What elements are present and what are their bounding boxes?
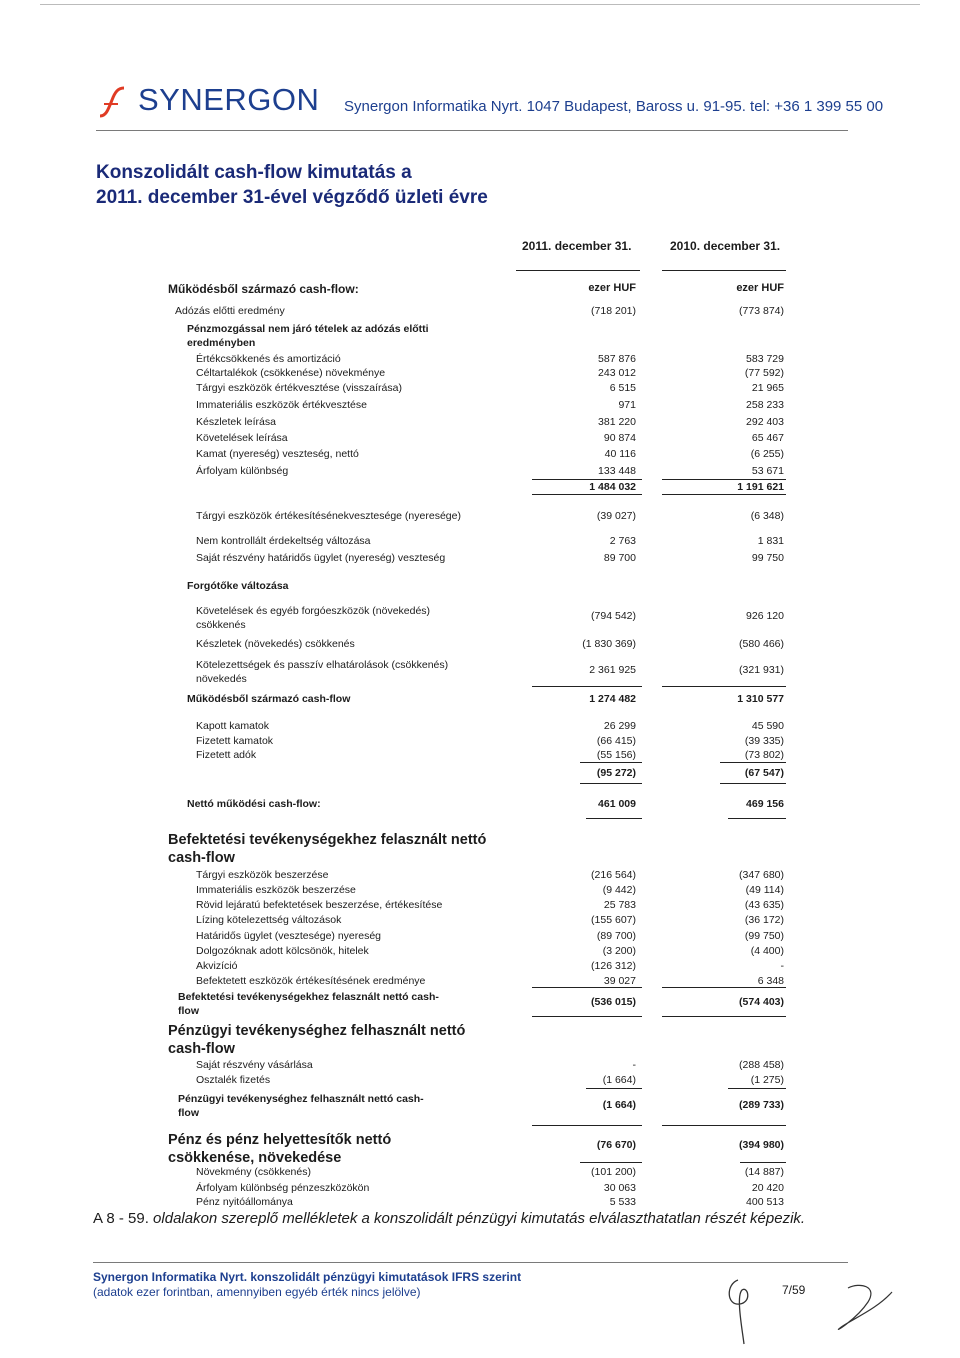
value-2010: 469 156: [746, 798, 784, 810]
footer-divider: [93, 1262, 848, 1263]
value-2010: 53 671: [751, 465, 784, 477]
value-2011: 6 515: [609, 382, 636, 394]
value-2011: (9 442): [602, 884, 636, 896]
row-label: [196, 604, 430, 632]
value-2011: 39 027: [603, 975, 636, 987]
value-2011: (216 564): [591, 869, 636, 881]
row-label: Immateriális eszközök értékvesztése: [196, 399, 367, 411]
value-2010: (49 114): [745, 884, 784, 896]
synergon-logo-icon: [96, 82, 128, 122]
value-2011: 133 448: [598, 465, 636, 477]
value-2011: 40 116: [604, 448, 636, 460]
row-label-line2: flow: [178, 1005, 199, 1017]
value-2010: 99 750: [751, 552, 784, 564]
footnote-text: oldalakon szereplő mellékletek a konszolidált pénzügyi kimutatás elválaszthatatlan részét képezik.: [153, 1210, 806, 1227]
value-2011: (101 200): [591, 1166, 636, 1178]
row-label: Árfolyam különbség: [196, 465, 289, 477]
row-label: Nettó működési cash-flow:: [187, 798, 321, 810]
value-2011: (718 201): [591, 305, 636, 317]
value-2011: 2 763: [609, 535, 636, 547]
value-2010: 926 120: [746, 610, 784, 622]
section-rule: [728, 818, 786, 819]
value-2010: (6 348): [750, 510, 784, 522]
value-2010: (77 592): [744, 367, 784, 379]
value-2011: 30 063: [603, 1182, 636, 1194]
value-2010: 400 513: [746, 1196, 784, 1208]
section-rule: [662, 1016, 786, 1017]
row-label: Osztalék fizetés: [196, 1074, 271, 1086]
subtotal-rule: [662, 479, 786, 480]
row-label: Adózás előtti eredmény: [175, 305, 285, 317]
row-label: Nem kontrollált érdekeltség változása: [196, 535, 371, 547]
footnote: [93, 1210, 805, 1227]
value-2011: (76 670): [596, 1139, 636, 1151]
row-label: Tárgyi eszközök értékvesztése (visszaírása): [196, 382, 402, 394]
subtotal-rule: [662, 987, 786, 988]
value-2010: 21 965: [751, 382, 784, 394]
section-financing: Pénzügyi tevékenységhez felhasznált nettó cash-flow: [168, 1023, 466, 1057]
column-header-2010: 2010. december 31.: [670, 239, 781, 253]
row-label: Határidős ügylet (vesztesége) nyereség: [196, 930, 382, 942]
value-2010: (39 335): [744, 735, 784, 747]
row-label: Működésből származó cash-flow: [187, 693, 351, 705]
footer-note: (adatok ezer forintban, amennyiben egyéb érték nincs jelölve): [93, 1285, 421, 1299]
section-rule: [532, 1016, 642, 1017]
page-title: [96, 160, 488, 210]
value-2010: (14 887): [744, 1166, 784, 1178]
row-label: Akvizíció: [196, 960, 238, 972]
value-2010: -: [780, 960, 784, 972]
value-2010: 583 729: [746, 353, 784, 365]
row-label-line1: Befektetési tevékenységekhez felasznált nettó cash-: [178, 991, 439, 1003]
row-label-line1: Kötelezettségek és passzív elhatárolások (csökkenés): [196, 659, 449, 671]
value-2011: 5 533: [609, 1196, 636, 1208]
value-2011: (126 312): [591, 960, 636, 972]
row-label: Készletek leírása: [196, 416, 276, 428]
subtotal-rule: [532, 987, 642, 988]
company-info: Synergon Informatika Nyrt. 1047 Budapest, Baross u. 91-95. tel: +36 1 399 55 00: [344, 98, 884, 115]
value-2010: (347 680): [739, 869, 784, 881]
row-label: Saját részvény határidős ügylet (nyereség) veszteség: [196, 552, 446, 564]
value-2010: (99 750): [744, 930, 784, 942]
subtotal-2010: 1 191 621: [737, 481, 784, 493]
row-label: Rövid lejáratú befektetések beszerzése, értékesítése: [196, 899, 443, 911]
signature-icon: [700, 1270, 900, 1350]
subsection-noncash: Pénzmozgással nem járó tételek az adózás előtti eredményben: [187, 323, 429, 349]
row-label: Tárgyi eszközök értékesítésénekvesztesége (nyeresége): [196, 510, 461, 522]
value-2011: 461 009: [598, 798, 636, 810]
row-label: [196, 658, 448, 686]
value-2011: (1 830 369): [582, 638, 636, 650]
row-label: Befektetett eszközök értékesítésének eredménye: [196, 975, 426, 987]
row-label-line2: flow: [178, 1107, 199, 1119]
value-2011: 90 874: [603, 432, 636, 444]
subtotal-2011: 1 484 032: [589, 481, 636, 493]
value-2010: (4 400): [750, 945, 784, 957]
value-2010: (574 403): [739, 996, 784, 1008]
subtotal-2011: (95 272): [596, 767, 636, 779]
unit-2011: ezer HUF: [588, 282, 636, 294]
value-2010: (73 802): [744, 749, 784, 761]
subtotal-2010: (67 547): [744, 767, 784, 779]
value-2010: 65 467: [751, 432, 784, 444]
top-edge-line: [40, 4, 920, 5]
title-line-2: 2011. december 31-ével végződő üzleti évre: [96, 187, 488, 208]
row-label: [178, 990, 439, 1018]
row-label: Készletek (növekedés) csökkenés: [196, 638, 355, 650]
value-2010: 45 590: [751, 720, 784, 732]
value-2011: 971: [618, 399, 636, 411]
value-2011: -: [632, 1059, 636, 1071]
row-label: Saját részvény vásárlása: [196, 1059, 313, 1071]
value-2010: (773 874): [739, 305, 784, 317]
row-label: Kamat (nyereség) veszteség, nettó: [196, 448, 359, 460]
section-rule: [662, 1125, 786, 1126]
value-2010: 258 233: [746, 399, 784, 411]
section-rule: [532, 1125, 642, 1126]
subtotal-rule: [580, 1162, 642, 1163]
section-rule: [586, 818, 642, 819]
row-label: Követelések leírása: [196, 432, 288, 444]
row-label: Pénz nyitóállománya: [196, 1196, 293, 1208]
value-2011: 1 274 482: [589, 693, 636, 705]
value-2011: (155 607): [591, 914, 636, 926]
subtotal-rule: [740, 1162, 786, 1163]
value-2010: (1 275): [750, 1074, 784, 1086]
row-label: Immateriális eszközök beszerzése: [196, 884, 356, 896]
subtotal-rule: [662, 494, 786, 495]
column-rule: [662, 270, 786, 271]
row-label: Árfolyam különbség pénzeszközökön: [196, 1182, 370, 1194]
value-2011: 26 299: [603, 720, 636, 732]
subtotal-rule: [580, 762, 642, 763]
row-label-line2: növekedés: [196, 673, 247, 685]
value-2011: 243 012: [598, 367, 636, 379]
row-label: Kapott kamatok: [196, 720, 269, 732]
value-2011: (55 156): [596, 749, 636, 761]
subsection-working-capital: Forgótőke változása: [187, 580, 289, 592]
value-2010: 1 310 577: [737, 693, 784, 705]
value-2011: (1 664): [602, 1074, 636, 1086]
value-2010: 20 420: [751, 1182, 784, 1194]
subtotal-rule: [720, 783, 786, 784]
value-2011: 2 361 925: [589, 664, 636, 676]
value-2010: 1 831: [757, 535, 784, 547]
row-label: Értékcsökkenés és amortizáció: [196, 353, 341, 365]
value-2010: 6 348: [757, 975, 784, 987]
row-label: Fizetett kamatok: [196, 735, 274, 747]
row-label-line1: Pénzügyi tevékenységhez felhasznált nettó cash-: [178, 1093, 424, 1105]
section-investing: Befektetési tevékenységekhez felasznált nettó cash-flow: [168, 832, 487, 866]
subtotal-rule: [586, 1088, 642, 1089]
value-2011: (794 542): [591, 610, 636, 622]
value-2011: (3 200): [602, 945, 636, 957]
value-2010: (321 931): [739, 664, 784, 676]
value-2010: 292 403: [746, 416, 784, 428]
value-2011: (536 015): [591, 996, 636, 1008]
value-2011: 587 876: [598, 353, 636, 365]
subtotal-rule: [532, 686, 642, 687]
value-2011: (1 664): [602, 1099, 636, 1111]
value-2011: 381 220: [598, 416, 636, 428]
subtotal-rule: [728, 1088, 786, 1089]
row-label: Tárgyi eszközök beszerzése: [196, 869, 329, 881]
value-2011: 89 700: [603, 552, 636, 564]
title-line-1: Konszolidált cash-flow kimutatás a: [96, 162, 412, 183]
row-label: Dolgozóknak adott kölcsönök, hitelek: [196, 945, 369, 957]
subtotal-rule: [532, 479, 642, 480]
row-label: Növekmény (csökkenés): [196, 1166, 311, 1178]
footer-title: Synergon Informatika Nyrt. konszolidált pénzügyi kimutatások IFRS szerint: [93, 1270, 522, 1284]
value-2011: (66 415): [596, 735, 636, 747]
value-2010: (289 733): [739, 1099, 784, 1111]
section-operating-title: Működésből származó cash-flow:: [168, 282, 359, 296]
page-number: 7/59: [782, 1283, 806, 1297]
column-rule: [516, 270, 640, 271]
row-label: Céltartalékok (csökkenése) növekménye: [196, 367, 386, 379]
value-2010: (43 635): [744, 899, 784, 911]
value-2010: (394 980): [739, 1139, 784, 1151]
unit-2010: ezer HUF: [736, 282, 784, 294]
value-2011: (39 027): [596, 510, 636, 522]
value-2010: (288 458): [739, 1059, 784, 1071]
subtotal-rule: [720, 762, 786, 763]
footnote-ref: A 8 - 59.: [93, 1210, 149, 1227]
row-label: Fizetett adók: [196, 749, 257, 761]
value-2011: (89 700): [596, 930, 636, 942]
section-net-change: Pénz és pénz helyettesítők nettó csökkenése, növekedése: [168, 1132, 392, 1166]
row-label: Lízing kötelezettség változások: [196, 914, 342, 926]
subtotal-rule: [580, 783, 642, 784]
row-label: [178, 1092, 424, 1120]
header-divider: [96, 130, 848, 131]
value-2011: 25 783: [603, 899, 636, 911]
row-label-line1: Követelések és egyéb forgóeszközök (növekedés): [196, 605, 431, 617]
value-2010: (6 255): [750, 448, 784, 460]
row-label-line2: csökkenés: [196, 619, 246, 631]
subtotal-rule: [662, 686, 786, 687]
logo-text: SYNERGON: [138, 82, 320, 117]
column-header-2011: 2011. december 31.: [522, 239, 632, 253]
subtotal-rule: [532, 494, 642, 495]
value-2010: (580 466): [739, 638, 784, 650]
value-2010: (36 172): [744, 914, 784, 926]
